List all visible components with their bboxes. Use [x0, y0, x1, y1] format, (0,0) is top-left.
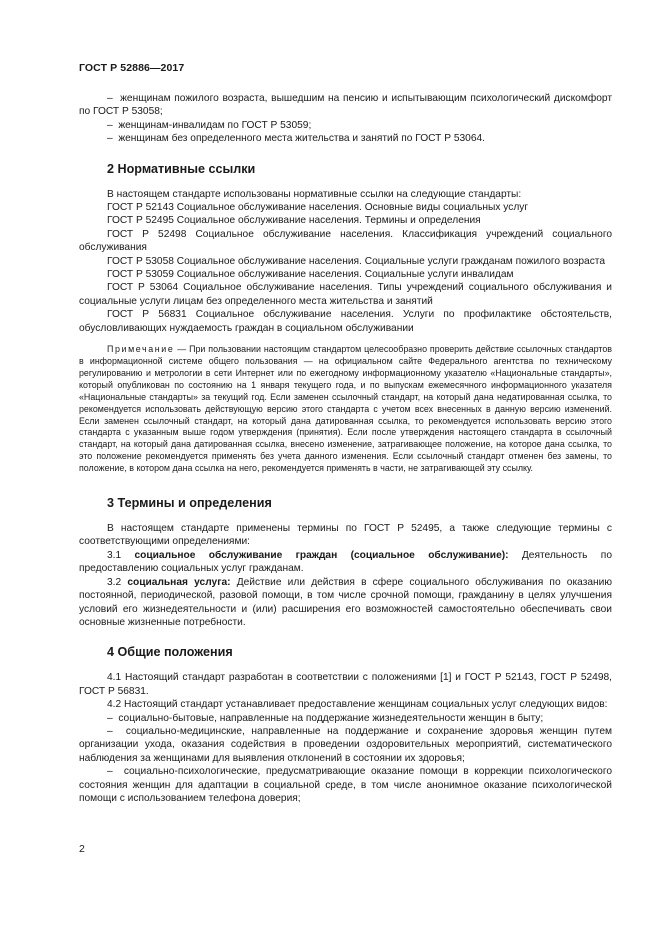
- reference-item: ГОСТ Р 53064 Социальное обслуживание населения. Типы учреждений социального обслуживания и социальные услуги лицам без определенного места жительства и занятий: [79, 282, 612, 307]
- note-text: — При пользовании настоящим стандартом целесообразно проверить действие ссылочных стандартов в информационной системе общего пользования — на официальном сайте Федерального агентства по техническому регулированию и метрологии в сети Интернет или по ежегодному информационному указателю «Национальные стандарты», который опубликован по состоянию на 1 января текущего года, и по выпускам ежемесячного информационного указателя «Национальные стандарты» за текущий год. Если заменен ссылочный стандарт, на который дана недатированная ссылка, то рекомендуется использовать действующую версию этого стандарта с учетом всех внесенных в данную версию изменений. Если заменен ссылочный стандарт, на который дана датированная ссылка, то рекомендуется использовать версию этого стандарта с указанным выше годом утверждения (принятия). Если после утверждения настоящего стандарта в ссылочный стандарт, на который дана датированная ссылка, внесено изменение, затрагивающее положение, на которое дана ссылка, то это положение рекомендуется применять без учета данного изменения. Если ссылочный стандарт отменен без замены, то положение, в котором дана ссылка на него, рекомендуется применять в части, не затрагивающей эту ссылку.: [79, 344, 612, 474]
- reference-item: ГОСТ Р 52495 Социальное обслуживание населения. Термины и определения: [107, 215, 481, 227]
- list-item: – социально-психологические, предусматривающие оказание помощи в коррекции психологического состояния женщин для адаптации в социальной среде, в том числе анонимное оказание психологической помощи с использованием телефона доверия;: [79, 765, 612, 805]
- reference-item: ГОСТ Р 52143 Социальное обслуживание населения. Основные виды социальных услуг: [107, 202, 529, 214]
- document-header: ГОСТ Р 52886—2017: [79, 62, 185, 74]
- section-2-note: [79, 344, 612, 475]
- term-definition: Деятельность по предоставлению социальных услуг гражданам.: [79, 549, 612, 575]
- note-label: Примечание: [107, 344, 175, 355]
- clause-4-1: 4.1 Настоящий стандарт разработан в соответствии с положениями [1] и ГОСТ Р 52143, ГОСТ Р 52498, ГОСТ Р 56831.: [79, 672, 612, 697]
- list-item: – женщинам пожилого возраста, вышедшим на пенсию и испытывающим психологический дискомфорт по ГОСТ Р 53058;: [79, 92, 612, 119]
- term-name: социальное обслуживание граждан (социальное обслуживание):: [134, 549, 509, 561]
- clause-4-2: 4.2 Настоящий стандарт устанавливает предоставление женщинам социальных услуг следующих видов:: [107, 699, 608, 711]
- section-4-heading: 4 Общие положения: [107, 645, 233, 660]
- term-3-1: [79, 549, 612, 576]
- reference-item: ГОСТ Р 56831 Социальное обслуживание населения. Услуги по профилактике обстоятельств, обусловливающих нуждаемость граждан в социальном обслуживании: [79, 309, 612, 334]
- document-body: [79, 92, 612, 805]
- term-number: 3.1: [107, 549, 135, 561]
- list-item: – женщинам без определенного места жительства и занятий по ГОСТ Р 53064.: [79, 132, 612, 145]
- reference-item: ГОСТ Р 53058 Социальное обслуживание населения. Социальные услуги гражданам пожилого возраста: [107, 255, 606, 267]
- section-3-intro: В настоящем стандарте применены термины по ГОСТ Р 52495, а также следующие термины с соответствующими определениями:: [79, 523, 612, 548]
- list-item: – социально-бытовые, направленные на поддержание жизнедеятельности женщин в быту;: [79, 712, 612, 725]
- term-3-2: [79, 576, 612, 630]
- list-item: – женщинам-инвалидам по ГОСТ Р 53059;: [79, 119, 612, 132]
- reference-item: ГОСТ Р 53059 Социальное обслуживание населения. Социальные услуги инвалидам: [107, 269, 514, 281]
- term-number: 3.2: [107, 576, 128, 588]
- section-2-heading: 2 Нормативные ссылки: [107, 161, 256, 176]
- page-number: 2: [79, 843, 85, 855]
- section-2-intro: В настоящем стандарте использованы нормативные ссылки на следующие стандарты:: [107, 188, 522, 200]
- reference-item: ГОСТ Р 52498 Социальное обслуживание населения. Классификация учреждений социального обслуживания: [79, 228, 612, 254]
- term-name: социальная услуга:: [127, 576, 231, 588]
- list-item: – социально-медицинские, направленные на поддержание и сохранение здоровья женщин путем организации ухода, оказания содействия в проведении оздоровительных мероприятий, систематического наблюдения за женщинами для выявления отклонений в состоянии их здоровья;: [79, 725, 612, 765]
- section-3-heading: 3 Термины и определения: [107, 496, 272, 511]
- term-definition: Действие или действия в сфере социального обслуживания по оказанию постоянной, периодической, разовой помощи, в том числе срочной помощи, гражданину в целях улучшения условий его жизнедеятельности и (или) расширения его возможностей самостоятельно обеспечивать свои основные жизненные потребности.: [79, 576, 612, 628]
